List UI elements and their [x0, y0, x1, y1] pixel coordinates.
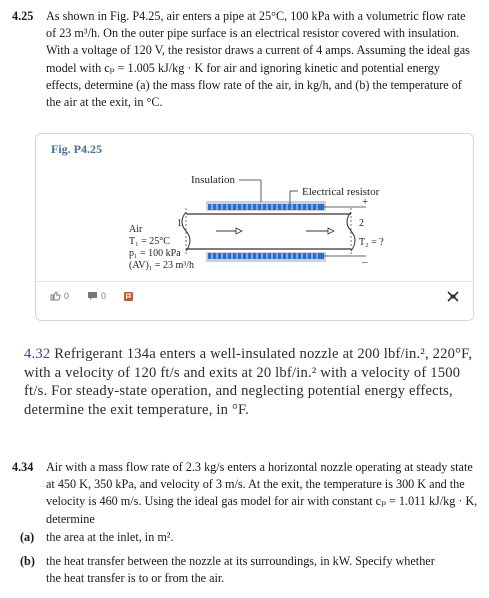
minus-terminal: –: [362, 256, 368, 268]
like-button[interactable]: [50, 291, 69, 301]
comment-button[interactable]: [87, 291, 106, 301]
sub-part-text: the heat transfer between the nozzle at its surroundings, in kW. Specify whether the heat transfer is to or from the air.: [46, 554, 435, 586]
card-divider: [36, 281, 473, 282]
thumbs-up-icon: [50, 291, 61, 301]
resistor-label: Electrical resistor: [302, 186, 380, 198]
av1-label: (AV)₁ = 23 m³/h: [129, 260, 194, 271]
insulation-label: Insulation: [191, 174, 235, 186]
sub-part-b: [20, 553, 440, 587]
figure-label: Fig. P4.25: [51, 142, 102, 156]
flag-icon: [123, 291, 134, 302]
problem-text: [24, 345, 474, 419]
problem-text: Air with a mass flow rate of 2.3 kg/s enters a horizontal nozzle operating at steady state at 450 K, 350 kPa, and velocity of 3 m/s. At the exit, the temperature is 300 K and the velocity is 460 m/s. Using the ideal gas model for air with constant cₚ = 1.011 kJ/kg · K, determine: [46, 460, 478, 526]
expand-button[interactable]: [447, 291, 459, 302]
problem-number: 4.32: [24, 346, 51, 362]
exit-state-label: 2: [359, 218, 364, 229]
figure-card: [35, 133, 474, 321]
problem-text: As shown in Fig. P4.25, air enters a pipe at 25°C, 100 kPa with a volumetric flow rate of 23 m³/h. On the outer pipe surface is an electrical resistor covered with insulation. With a voltage of 120 V, the resistor draws a current of 4 amps. Assuming the ideal gas model with cₚ = 1.005 kJ/kg · K for air and ignoring kinetic and potential energy effects, determine (a) the mass flow rate of the air, in kg/h, and (b) the temperature of the air at the exit, in °C.: [46, 9, 470, 110]
t1-label: T₁ = 25°C: [129, 236, 170, 247]
problem-body: Refrigerant 134a enters a well-insulated nozzle at 200 lbf/in.², 220°F, with a velocity of 120 ft/s and exits at 20 lbf/in.² with a velocity of 1500 ft/s. For steady-state operation, and neglecting potential energy effects, determine the exit temperature, in °F.: [24, 346, 473, 418]
sub-part-letter: (a): [20, 530, 35, 544]
inlet-state-label: 1: [177, 218, 182, 229]
problem-4-34: [12, 459, 478, 528]
t2-label: T₂ = ?: [359, 237, 384, 248]
sub-part-a: [20, 529, 440, 546]
expand-icon: [447, 291, 459, 302]
comment-count: 0: [101, 291, 107, 301]
sub-part-text: the area at the inlet, in m².: [46, 530, 174, 544]
plus-terminal: +: [362, 196, 369, 208]
comment-icon: [87, 291, 98, 301]
like-count: 0: [64, 291, 70, 301]
problem-4-32: [24, 345, 474, 419]
problem-number: 4.34: [12, 460, 34, 474]
p1-label: p₁ = 100 kPa: [129, 248, 181, 259]
problem-number: 4.25: [12, 9, 34, 23]
air-label: Air: [129, 224, 143, 235]
flag-button[interactable]: [123, 291, 134, 302]
pipe-diagram: [36, 134, 473, 284]
problem-4-25: [12, 8, 478, 111]
sub-part-letter: (b): [20, 554, 35, 568]
